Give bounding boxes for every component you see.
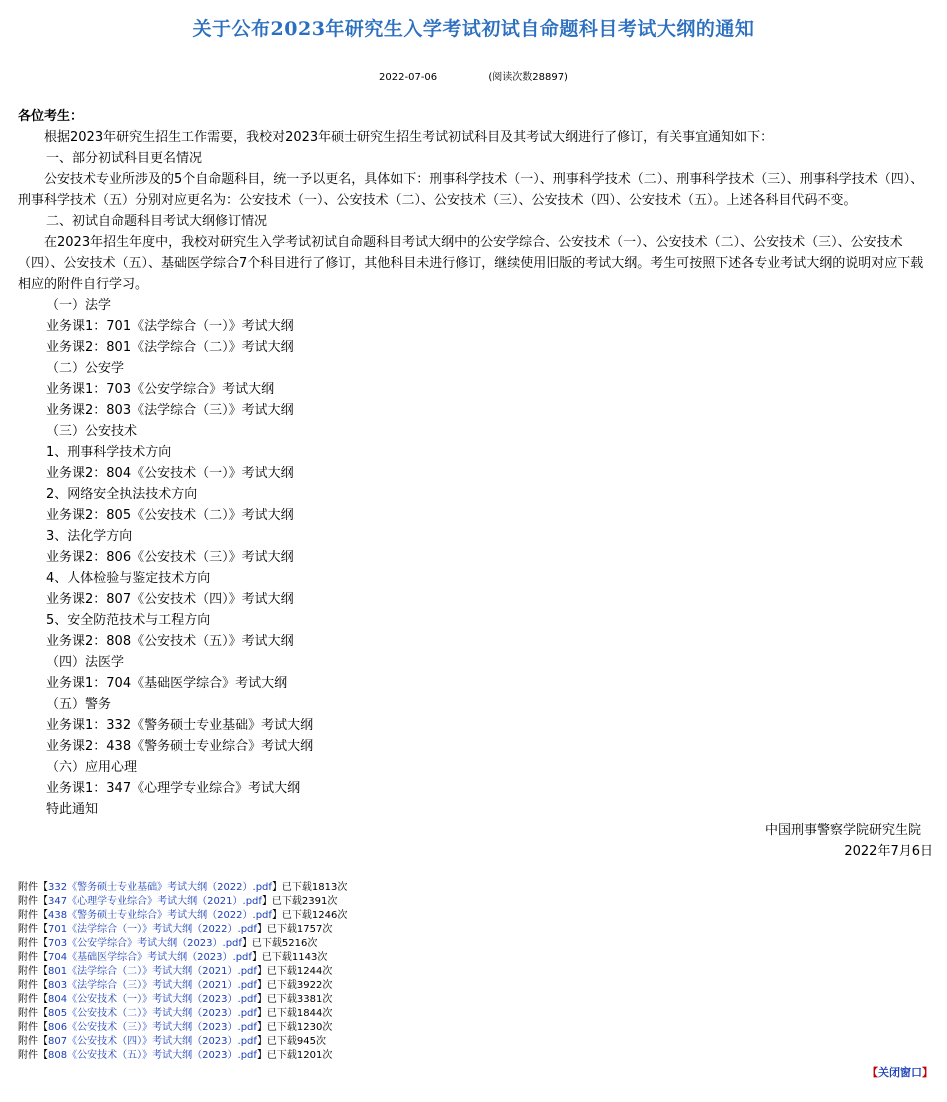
attachment-prefix: 附件【 (18, 1022, 48, 1033)
paragraph: 在2023年招生年度中，我校对研究生入学考试初试自命题科目考试大纲中的公安学综合、公安技术（一）、公安技术（二）、公安技术（三）、公安技术（四）、公安技术（五）、基础医学综合7个科目进行了修订，其他科目未进行修订，继续使用旧版的考试大纲。考生可按照下述各专业考试大纲的说明对应下载相应的附件自行学习。 (18, 235, 924, 292)
attachment-download-count: 】已下载1143次 (251, 952, 328, 963)
attachment-prefix: 附件【 (18, 882, 48, 893)
paragraph-list (18, 127, 933, 820)
paragraph: 业务课2：804《公安技术（一）》考试大纲 (46, 466, 294, 481)
attachment-link[interactable]: 803《法学综合（三）》考试大纲（2021）.pdf (48, 980, 257, 991)
attachment-prefix: 附件【 (18, 966, 48, 977)
paragraph: （二）公安学 (46, 361, 125, 376)
attachment-list (18, 881, 347, 1063)
attachment-download-count: 】已下载1201次 (256, 1050, 333, 1061)
paragraph: 2、网络安全执法技术方向 (46, 487, 198, 502)
attachment-link[interactable]: 808《公安技术（五）》考试大纲（2023）.pdf (48, 1050, 257, 1061)
attachment-download-count: 】已下载1246次 (271, 910, 348, 921)
attachment-prefix: 附件【 (18, 896, 48, 907)
attachment-prefix: 附件【 (18, 980, 48, 991)
article-meta (0, 68, 947, 83)
paragraph: 业务课2：808《公安技术（五）》考试大纲 (46, 634, 294, 649)
attachment-row (18, 895, 347, 909)
paragraph: 5、安全防范技术与工程方向 (46, 613, 211, 628)
paragraph: 业务课2：803《法学综合（三）》考试大纲 (46, 403, 294, 418)
attachment-prefix: 附件【 (18, 994, 48, 1005)
attachment-prefix: 附件【 (18, 1036, 48, 1047)
attachment-row (18, 923, 347, 937)
paragraph: 4、人体检验与鉴定技术方向 (46, 571, 211, 586)
paragraph: （一）法学 (46, 298, 112, 313)
page-title: 关于公布2023年研究生入学考试初试自命题科目考试大纲的通知 (192, 18, 755, 40)
paragraph: 1、刑事科学技术方向 (46, 445, 172, 460)
close-window-label[interactable]: 关闭窗口 (878, 1066, 922, 1079)
signature-org: 中国刑事警察学院研究生院 (764, 823, 921, 838)
attachment-link[interactable]: 347《心理学专业综合》考试大纲（2021）.pdf (48, 896, 262, 907)
attachment-download-count: 】已下载945次 (256, 1036, 327, 1047)
paragraph: 一、部分初试科目更名情况 (46, 151, 203, 166)
paragraph: 业务课1：701《法学综合（一）》考试大纲 (46, 319, 294, 334)
paragraph: （五）警务 (46, 697, 112, 712)
attachment-row (18, 951, 347, 965)
attachment-download-count: 】已下载2391次 (261, 896, 338, 907)
signature-date: 2022年7月6日 (844, 844, 933, 859)
attachment-prefix: 附件【 (18, 1008, 48, 1019)
paragraph: 业务课1：347《心理学专业综合》考试大纲 (46, 781, 301, 796)
attachment-row (18, 909, 347, 923)
paragraph: 二、初试自命题科目考试大纲修订情况 (46, 214, 268, 229)
paragraph: （六）应用心理 (46, 760, 138, 775)
attachment-download-count: 】已下载1244次 (256, 966, 333, 977)
paragraph: 根据2023年研究生招生工作需要，我校对2023年硕士研究生招生考试初试科目及其考试大纲进行了修订，有关事宜通知如下： (44, 130, 774, 145)
attachment-row (18, 979, 347, 993)
attachment-download-count: 】已下载3922次 (256, 980, 333, 991)
attachment-download-count: 】已下载1757次 (256, 924, 333, 935)
attachment-link[interactable]: 704《基础医学综合》考试大纲（2023）.pdf (48, 952, 252, 963)
greeting: 各位考生： (18, 109, 84, 124)
attachment-row (18, 881, 347, 895)
close-bracket-left: 【 (867, 1066, 878, 1079)
attachment-row (18, 965, 347, 979)
attachment-link[interactable]: 807《公安技术（四）》考试大纲（2023）.pdf (48, 1036, 257, 1047)
read-count: (阅读次数28897) (488, 72, 568, 83)
attachment-download-count: 】已下载1813次 (271, 882, 348, 893)
paragraph: 业务课2：806《公安技术（三）》考试大纲 (46, 550, 294, 565)
attachment-link[interactable]: 332《警务硕士专业基础》考试大纲（2022）.pdf (48, 882, 272, 893)
attachment-row (18, 1035, 347, 1049)
attachment-link[interactable]: 806《公安技术（三）》考试大纲（2023）.pdf (48, 1022, 257, 1033)
attachment-row (18, 1007, 347, 1021)
paragraph: 业务课2：805《公安技术（二）》考试大纲 (46, 508, 294, 523)
paragraph: 3、法化学方向 (46, 529, 133, 544)
article-body (18, 106, 933, 862)
attachment-prefix: 附件【 (18, 952, 48, 963)
paragraph: 业务课1：704《基础医学综合》考试大纲 (46, 676, 288, 691)
paragraph: 业务课2：801《法学综合（二）》考试大纲 (46, 340, 294, 355)
attachment-download-count: 】已下载1844次 (256, 1008, 333, 1019)
attachment-prefix: 附件【 (18, 938, 48, 949)
attachment-prefix: 附件【 (18, 1050, 48, 1061)
attachment-link[interactable]: 701《法学综合（一）》考试大纲（2022）.pdf (48, 924, 257, 935)
paragraph: 业务课1：332《警务硕士专业基础》考试大纲 (46, 718, 314, 733)
paragraph: 公安技术专业所涉及的5个自命题科目，统一予以更名，具体如下：刑事科学技术（一）、刑事科学技术（二）、刑事科学技术（三）、刑事科学技术（四）、刑事科学技术（五）分别对应更名为：公安技术（一）、公安技术（二）、公安技术（三）、公安技术（四）、公安技术（五）。上述各科目代码不变。 (18, 172, 924, 208)
attachment-row (18, 993, 347, 1007)
attachment-download-count: 】已下载1230次 (256, 1022, 333, 1033)
attachment-link[interactable]: 703《公安学综合》考试大纲（2023）.pdf (48, 938, 242, 949)
paragraph: 业务课1：703《公安学综合》考试大纲 (46, 382, 275, 397)
attachment-link[interactable]: 804《公安技术（一）》考试大纲（2023）.pdf (48, 994, 257, 1005)
attachment-row (18, 1021, 347, 1035)
paragraph: （三）公安技术 (46, 424, 138, 439)
attachment-link[interactable]: 438《警务硕士专业综合》考试大纲（2022）.pdf (48, 910, 272, 921)
attachment-download-count: 】已下载3381次 (256, 994, 333, 1005)
attachment-row (18, 937, 347, 951)
attachment-download-count: 】已下载5216次 (241, 938, 318, 949)
paragraph: 业务课2：438《警务硕士专业综合》考试大纲 (46, 739, 314, 754)
paragraph: 特此通知 (46, 802, 99, 817)
attachment-link[interactable]: 801《法学综合（二）》考试大纲（2021）.pdf (48, 966, 257, 977)
attachment-row (18, 1049, 347, 1063)
attachment-prefix: 附件【 (18, 910, 48, 921)
attachment-link[interactable]: 805《公安技术（二）》考试大纲（2023）.pdf (48, 1008, 257, 1019)
close-bracket-right: 】 (922, 1066, 933, 1079)
publish-date: 2022-07-06 (379, 72, 438, 83)
attachment-prefix: 附件【 (18, 924, 48, 935)
close-window-button[interactable] (867, 1064, 933, 1080)
paragraph: 业务课2：807《公安技术（四）》考试大纲 (46, 592, 294, 607)
paragraph: （四）法医学 (46, 655, 125, 670)
